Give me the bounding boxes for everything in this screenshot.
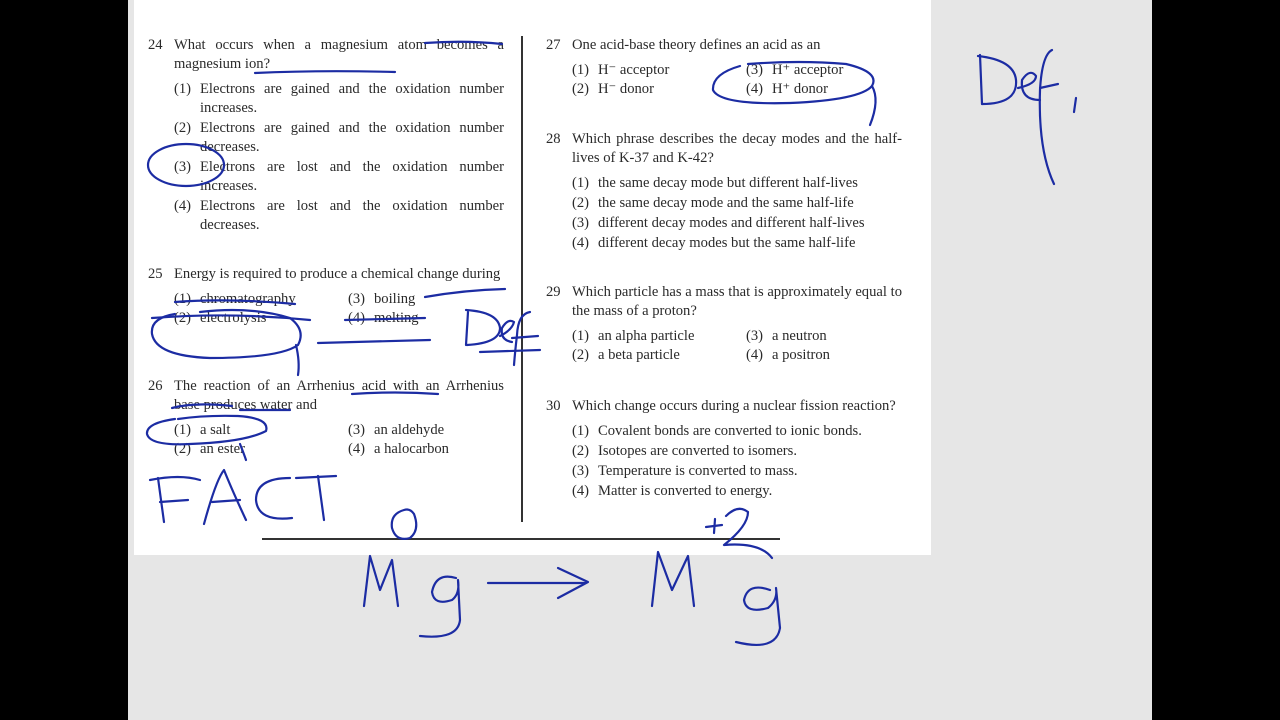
option-text: melting [374, 310, 419, 326]
question-number: 30 [546, 398, 561, 414]
option-number: (4) [746, 81, 764, 97]
option-text: Matter is converted to energy. [598, 483, 773, 499]
option-text: Covalent bonds are converted to ionic bonds. [598, 423, 862, 439]
question-stem: The reaction of an Arrhenius acid with an Arrhenius base produces water and [174, 378, 504, 413]
option-number: (2) [174, 441, 192, 457]
option-number: (4) [174, 198, 192, 214]
option-number: (2) [572, 195, 590, 211]
option-number: (2) [572, 347, 590, 363]
option-text: Isotopes are converted to isomers. [598, 443, 797, 459]
question-stem: What occurs when a magnesium atom becomes a magnesium ion? [174, 37, 504, 72]
option-number: (1) [572, 423, 590, 439]
option-number: (1) [174, 81, 192, 97]
question-number: 27 [546, 37, 561, 53]
option-text: an alpha particle [598, 328, 695, 344]
question-25 [148, 265, 504, 328]
question-24 [148, 36, 504, 235]
option-number: (1) [572, 62, 590, 78]
option-text: a halocarbon [374, 441, 449, 457]
option-text: a positron [772, 347, 830, 363]
option-text: different decay modes but the same half-life [598, 235, 856, 251]
question-stem: Which particle has a mass that is approximately equal to the mass of a proton? [572, 284, 902, 319]
option-text: the same decay mode but different half-lives [598, 175, 858, 191]
option-number: (3) [572, 463, 590, 479]
option-text: Electrons are gained and the oxidation number decreases. [200, 120, 504, 155]
option-text: an aldehyde [374, 422, 445, 438]
question-28 [546, 130, 902, 253]
option-text: a beta particle [598, 347, 680, 363]
question-number: 25 [148, 266, 163, 282]
question-30 [546, 397, 902, 501]
option-text: the same decay mode and the same half-life [598, 195, 854, 211]
option-text: Electrons are lost and the oxidation number increases. [200, 159, 504, 194]
question-stem: Which phrase describes the decay modes and the half-lives of K-37 and K-42? [572, 131, 902, 166]
page-bottom-rule [262, 538, 780, 540]
option-number: (4) [746, 347, 764, 363]
option-text: a salt [200, 422, 231, 438]
column-divider [521, 36, 523, 522]
option-text: electrolysis [200, 310, 267, 326]
option-number: (3) [572, 215, 590, 231]
question-26 [148, 377, 504, 459]
option-number: (4) [348, 441, 366, 457]
option-number: (1) [174, 422, 192, 438]
option-text: Electrons are lost and the oxidation number decreases. [200, 198, 504, 233]
question-number: 26 [148, 378, 163, 394]
option-number: (1) [174, 291, 192, 307]
option-text: a neutron [772, 328, 827, 344]
option-number: (3) [746, 62, 764, 78]
option-number: (2) [174, 120, 192, 136]
option-number: (3) [348, 422, 366, 438]
option-number: (2) [174, 310, 192, 326]
option-number: (4) [348, 310, 366, 326]
option-text: boiling [374, 291, 416, 307]
option-text: Temperature is converted to mass. [598, 463, 798, 479]
option-number: (3) [348, 291, 366, 307]
option-text: H⁺ acceptor [772, 62, 844, 78]
option-number: (1) [572, 175, 590, 191]
question-number: 28 [546, 131, 561, 147]
question-29 [546, 283, 902, 365]
option-text: chromatography [200, 291, 296, 307]
option-number: (4) [572, 483, 590, 499]
option-text: an ester [200, 441, 245, 457]
question-number: 29 [546, 284, 561, 300]
question-stem: One acid-base theory defines an acid as an [572, 37, 821, 53]
option-text: H⁻ donor [598, 81, 654, 97]
option-number: (3) [174, 159, 192, 175]
option-text: H⁺ donor [772, 81, 828, 97]
question-stem: Which change occurs during a nuclear fission reaction? [572, 398, 896, 414]
question-27 [546, 36, 902, 99]
option-number: (4) [572, 235, 590, 251]
option-text: Electrons are gained and the oxidation number increases. [200, 81, 504, 116]
option-number: (2) [572, 81, 590, 97]
option-number: (2) [572, 443, 590, 459]
option-text: different decay modes and different half-lives [598, 215, 865, 231]
question-number: 24 [148, 37, 163, 53]
question-stem: Energy is required to produce a chemical change during [174, 266, 501, 282]
option-text: H⁻ acceptor [598, 62, 670, 78]
option-number: (1) [572, 328, 590, 344]
option-number: (3) [746, 328, 764, 344]
